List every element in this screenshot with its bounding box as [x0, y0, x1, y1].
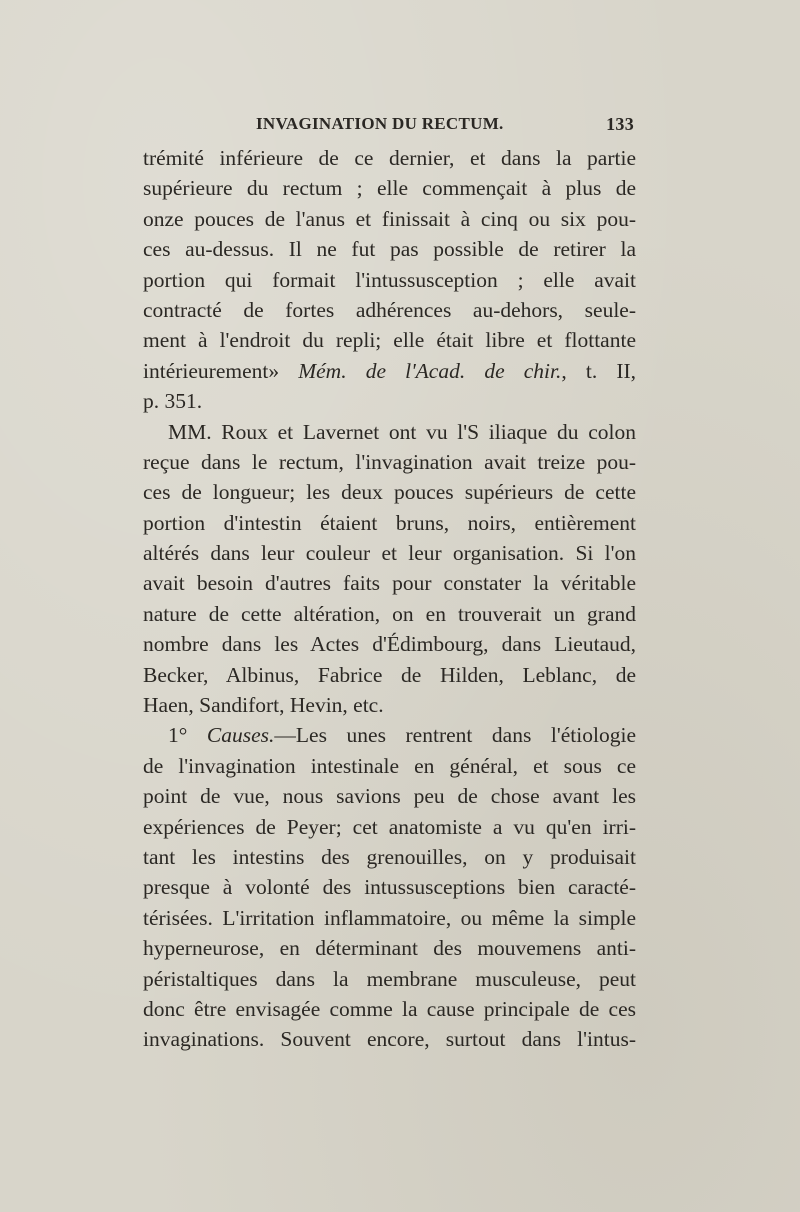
text-line-30: invaginations. Souvent encore, surtout dans l'intus-: [143, 1027, 636, 1052]
running-title: INVAGINATION DU RECTUM.: [256, 114, 504, 133]
text-line-14: altérés dans leur couleur et leur organisation. Si l'on: [143, 541, 636, 566]
text-line-29: donc être envisagée comme la cause principale de ces: [143, 996, 636, 1021]
text-line-11: reçue dans le rectum, l'invagination avait treize pou-: [143, 449, 636, 474]
text-line-24: tant les intestins des grenouilles, on y produisait: [143, 844, 636, 869]
text-line-12: ces de longueur; les deux pouces supérieurs de cette: [143, 480, 636, 505]
text-line-1: trémité inférieure de ce dernier, et dans la partie: [143, 146, 636, 170]
text-line-3: onze pouces de l'anus et finissait à cinq ou six pou-: [143, 206, 636, 231]
text-line-22: point de vue, nous savions peu de chose avant les: [143, 784, 636, 809]
text-line-9: p. 351.: [143, 389, 203, 414]
section-number: 1°: [168, 723, 207, 748]
page-number: 133: [606, 114, 634, 134]
text-line-17: nombre dans les Actes d'Édimbourg, dans Lieutaud,: [143, 632, 636, 657]
text-line-16: nature de cette altération, on en trouverait un grand: [143, 601, 636, 626]
text-line-5: portion qui formait l'intussusception ; elle avait: [143, 267, 636, 292]
running-header: [256, 114, 634, 140]
section-heading-italic: Causes.: [206, 723, 275, 748]
text-line-28: péristaltiques dans la membrane musculeuse, peut: [143, 966, 636, 991]
body-text: [143, 143, 636, 1055]
text-line-13: portion d'intestin étaient bruns, noirs, entièrement: [143, 510, 636, 535]
text-line-7: ment à l'endroit du repli; elle était libre et flottante: [143, 328, 636, 353]
citation-tail: , t. II,: [561, 358, 637, 383]
text-line-18: Becker, Albinus, Fabrice de Hilden, Leblanc, de: [143, 662, 636, 687]
text-line-20: [143, 720, 636, 750]
text-line-4: ces au-dessus. Il ne fut pas possible de retirer la: [143, 237, 636, 262]
text-line-25: presque à volonté des intussusceptions bien caracté-: [143, 875, 636, 900]
text-line-21: de l'invagination intestinale en général, et sous ce: [143, 753, 636, 778]
citation-italic: Mém. de l'Acad. de chir.: [298, 358, 562, 383]
text-line-15: avait besoin d'autres faits pour constater la véritable: [143, 571, 636, 596]
text-line-26: térisées. L'irritation inflammatoire, ou même la simple: [143, 905, 636, 930]
text-line-10: MM. Roux et Lavernet ont vu l'S iliaque du colon: [168, 419, 636, 444]
text-line-27: hyperneurose, en déterminant des mouvemens anti-: [143, 936, 636, 961]
text-line-8: [143, 356, 636, 386]
text-line-19: Haen, Sandifort, Hevin, etc.: [143, 693, 384, 718]
text-line-2: supérieure du rectum ; elle commençait à plus de: [143, 176, 636, 201]
text-line-6: contracté de fortes adhérences au-dehors, seule-: [143, 297, 636, 322]
text-line-23: expériences de Peyer; cet anatomiste a vu qu'en irri-: [143, 814, 636, 839]
section-heading-tail: —Les unes rentrent dans l'étiologie: [274, 723, 636, 748]
text-line-8-start: intérieurement»: [143, 358, 280, 383]
